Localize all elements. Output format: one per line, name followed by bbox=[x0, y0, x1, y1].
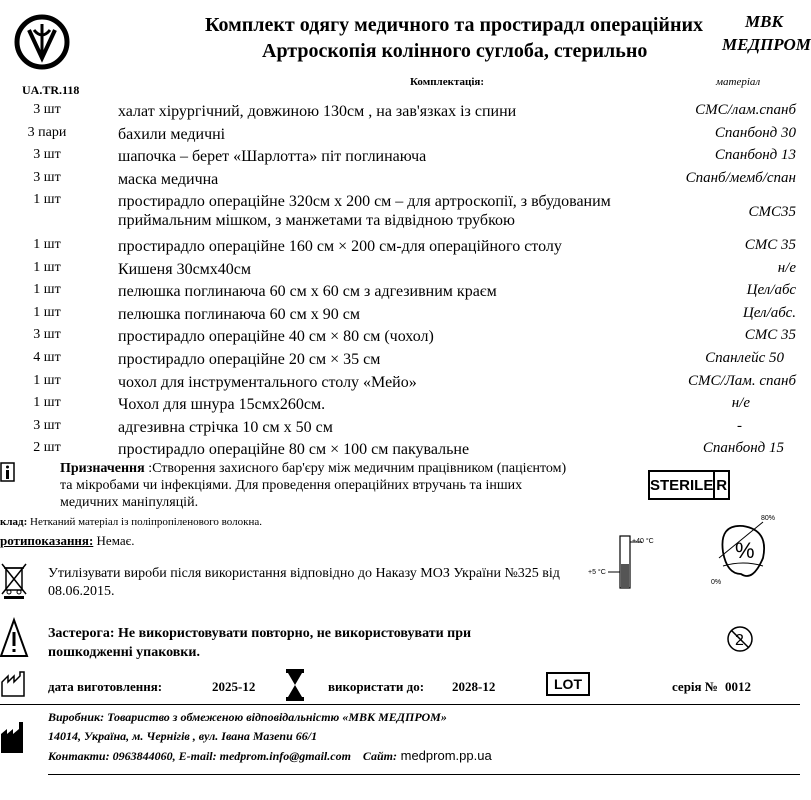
site-label: Сайт: bbox=[362, 749, 398, 763]
item-material: СМС/Лам. спанб bbox=[687, 373, 796, 389]
item-material: Спанбонд 13 bbox=[714, 147, 796, 163]
item-description: простирадло операційне 160 см × 200 см-для операційного столу bbox=[118, 238, 562, 255]
item-material: Спанб/мемб/спан bbox=[685, 170, 796, 186]
item-description: простирадло операційне 80 см × 100 см пакувальне bbox=[118, 441, 470, 458]
item-qty: 1 шт bbox=[33, 305, 61, 320]
item-material: - bbox=[737, 418, 742, 434]
item-material: СМС 35 bbox=[744, 237, 796, 253]
purpose-text: :Створення захисного бар'єру між медичним працівником (пацієнтом) та мікробами чи інфекціями. Для проведення операційних втручань та інших медичних маніпуляцій. bbox=[60, 461, 567, 510]
temp-low-label: +5 °С bbox=[588, 569, 606, 576]
warning-body: Не використовувати повторно, не використовувати при пошкодженні упаковки. bbox=[48, 626, 472, 660]
brand-name-line2: МЕДПРОМ bbox=[722, 35, 811, 54]
item-qty: 1 шт bbox=[33, 237, 61, 252]
warning-icon bbox=[0, 618, 28, 658]
item-description: пелюшка поглинаюча 60 см х 90 см bbox=[118, 306, 361, 323]
series-value: 0012 bbox=[725, 679, 751, 694]
item-qty: 3 шт bbox=[33, 327, 61, 342]
item-description: чохол для інструментального столу «Мейо» bbox=[118, 374, 417, 391]
item-description: пелюшка поглинаюча 60 см х 60 см з адгезивним краєм bbox=[118, 283, 497, 300]
humidity-limit-icon bbox=[705, 512, 785, 590]
item-material: Спанлейс 50 bbox=[705, 350, 784, 366]
expiry-value: 2028-12 bbox=[452, 679, 496, 694]
mfg-date-label: дата виготовлення: bbox=[48, 679, 163, 694]
humidity-high-label: 80% bbox=[761, 515, 776, 522]
item-qty: 1 шт bbox=[33, 260, 61, 275]
contraindications-text: Немає. bbox=[93, 533, 135, 548]
document-title-line2: Артроскопія колінного суглоба, стерильно bbox=[262, 40, 648, 62]
item-material: Цел/абс bbox=[746, 282, 796, 298]
document-title-line1: Комплект одягу медичного та простирадл операційних bbox=[205, 14, 703, 36]
brand-name-line1: МВК bbox=[745, 12, 783, 31]
composition-header: Комплектація: bbox=[410, 76, 484, 88]
contacts-value: 0963844060, E-mail: medprom.info@gmail.com bbox=[109, 749, 351, 763]
item-description: простирадло операційне 20 см × 35 см bbox=[118, 351, 381, 368]
item-description: маска медична bbox=[118, 171, 219, 188]
composition-note-label: клад: bbox=[0, 516, 28, 528]
item-qty: 2 шт bbox=[33, 440, 61, 455]
series-label: серія № bbox=[672, 679, 718, 694]
divider bbox=[0, 704, 800, 705]
site-link[interactable]: medprom.pp.ua bbox=[397, 748, 492, 763]
temp-high-label: +40 °С bbox=[632, 538, 654, 545]
mfg-date-value: 2025-12 bbox=[212, 679, 256, 694]
item-material: н/е bbox=[731, 395, 750, 411]
item-qty: 1 шт bbox=[33, 192, 61, 207]
composition-note-text: Нетканий матеріал із поліпропіленового волокна. bbox=[27, 516, 263, 528]
item-description: Чохол для шнура 15смх260см. bbox=[118, 396, 326, 413]
item-description: Кишеня 30смх40см bbox=[118, 261, 252, 278]
purpose-label: Призначення bbox=[60, 461, 145, 476]
item-material: Спанбонд 30 bbox=[714, 125, 796, 141]
manufacturer-label: Виробник: bbox=[48, 710, 105, 724]
contraindications bbox=[0, 533, 134, 549]
purpose-block bbox=[60, 460, 580, 511]
item-description: халат хірургічний, довжиною 130см , на зав'язках із спини bbox=[118, 103, 517, 120]
disposal-text: Утилізувати вироби після використання відповідно до Наказу МОЗ України №325 від 08.06.2015. bbox=[48, 566, 560, 599]
item-qty: 3 шт bbox=[33, 102, 61, 117]
contacts-label: Контакти: bbox=[48, 749, 110, 763]
manufacturer-icon bbox=[0, 720, 24, 754]
ua-conformity-mark-icon bbox=[14, 10, 70, 86]
item-material: Цел/абс. bbox=[742, 305, 796, 321]
item-material: СМС35 bbox=[748, 204, 796, 220]
item-qty: 4 шт bbox=[33, 350, 61, 365]
hourglass-icon bbox=[285, 668, 305, 702]
manufacturer-address: 14014, Україна, м. Чернігів , вул. Івана Мазепи 66/1 bbox=[48, 729, 318, 743]
item-qty: 3 шт bbox=[33, 418, 61, 433]
item-qty: 3 шт bbox=[33, 170, 61, 185]
item-qty: 3 пари bbox=[27, 125, 67, 140]
temperature-limit-icon bbox=[588, 534, 658, 592]
sterile-method: R bbox=[716, 476, 728, 494]
warning-label: Застерога: bbox=[48, 626, 115, 641]
item-qty: 1 шт bbox=[33, 282, 61, 297]
item-material: Спанбонд 15 bbox=[702, 440, 784, 456]
item-description: бахили медичні bbox=[118, 126, 226, 143]
item-qty: 3 шт bbox=[33, 147, 61, 162]
contraindications-label: ротипоказання: bbox=[0, 533, 94, 548]
crossed-bin-icon bbox=[0, 560, 28, 600]
single-use-number: 2 bbox=[735, 632, 744, 649]
sterile-label: STERILE bbox=[650, 472, 715, 498]
item-material: СМС 35 bbox=[744, 327, 796, 343]
item-material: СМС/лам.спанб bbox=[695, 102, 796, 118]
manufacture-date-icon bbox=[0, 670, 28, 698]
sterile-symbol bbox=[648, 470, 730, 500]
bottom-divider bbox=[48, 774, 800, 775]
humidity-low-label: 0% bbox=[711, 579, 722, 586]
ua-mark-code: UA.TR.118 bbox=[22, 83, 80, 97]
item-description: простирадло операційне 40 см × 80 см (чохол) bbox=[118, 328, 434, 345]
lot-symbol: LOT bbox=[546, 672, 590, 696]
manufacturer-block bbox=[48, 708, 492, 766]
item-qty: 1 шт bbox=[33, 373, 61, 388]
item-description: адгезивна стрічка 10 см х 50 см bbox=[118, 419, 333, 436]
expiry-label: використати до: bbox=[328, 679, 425, 694]
item-description: шапочка – берет «Шарлотта» піт поглинаюча bbox=[118, 148, 427, 165]
info-icon bbox=[0, 462, 16, 482]
manufacturer-name: Товариство з обмеженою відповідальністю «МВК МЕДПРОМ» bbox=[104, 710, 447, 724]
composition-note bbox=[0, 516, 262, 528]
do-not-reuse-icon bbox=[726, 625, 754, 653]
warning-text bbox=[48, 624, 528, 662]
item-qty: 1 шт bbox=[33, 395, 61, 410]
humidity-symbol: % bbox=[735, 538, 755, 563]
material-header: матеріал bbox=[716, 76, 761, 88]
item-description: простирадло операційне 320см х 200 см – для артроскопії, з вбудованим приймальним мішком, з манжетами та відвідною трубкою bbox=[118, 193, 611, 229]
item-material: н/е bbox=[777, 260, 796, 276]
